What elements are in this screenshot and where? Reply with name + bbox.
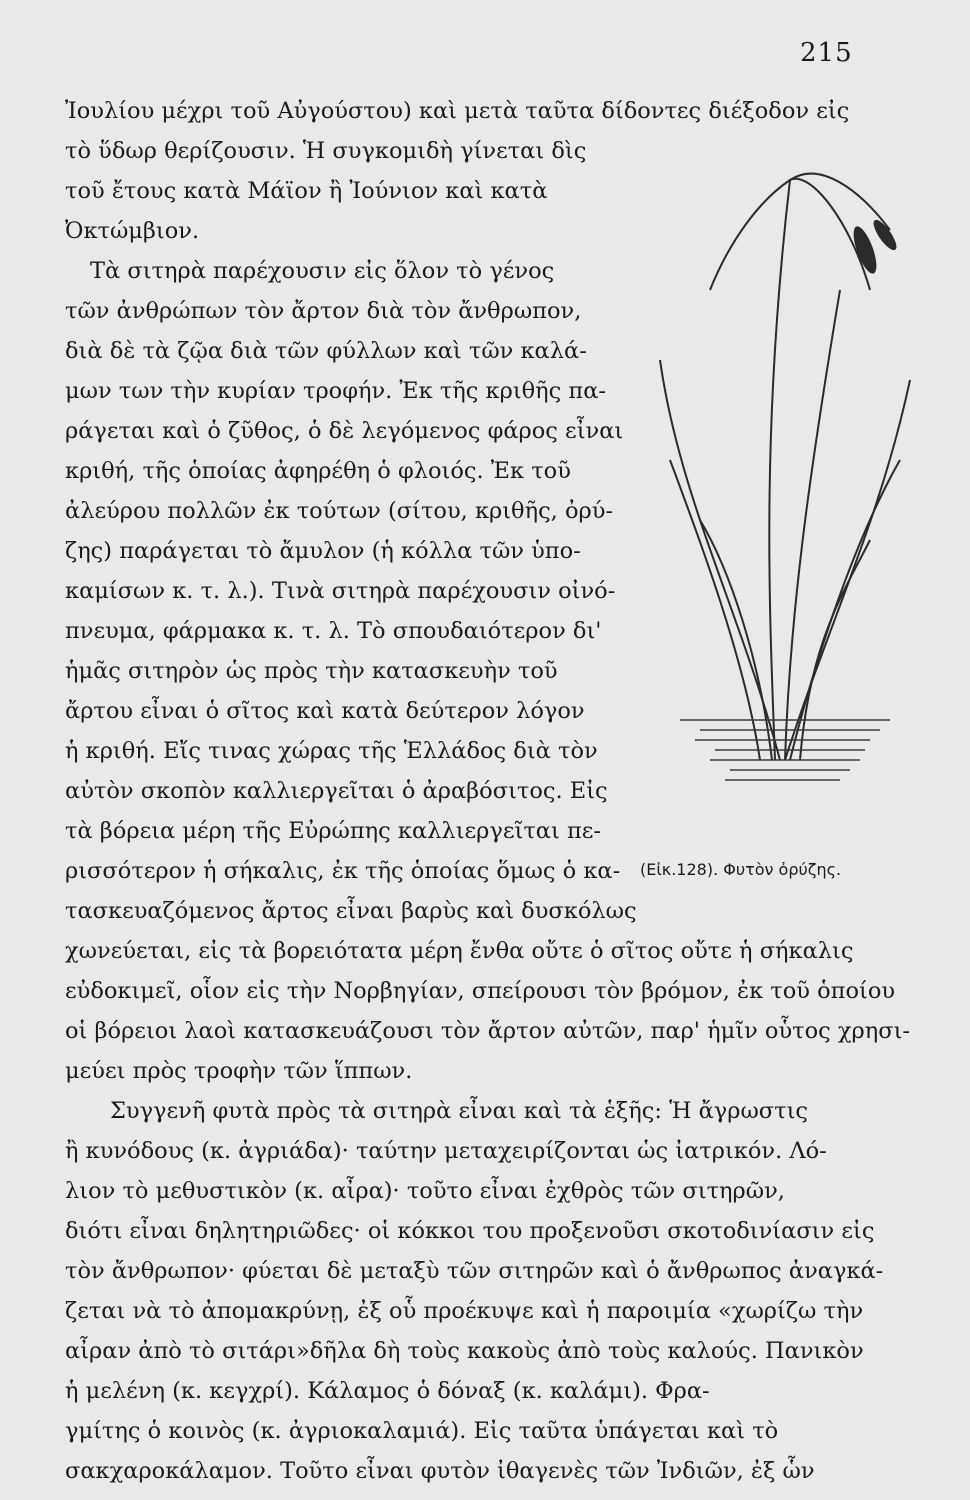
text-line: ἄρτου εἶναι ὁ σῖτος καὶ κατὰ δεύτερον λόγον bbox=[65, 698, 585, 724]
page-number: 215 bbox=[800, 38, 853, 68]
text-line: Ἰουλίου μέχρι τοῦ Αὐγούστου) καὶ μετὰ ταῦτα δίδοντες διέξοδον εἰς bbox=[65, 98, 850, 124]
text-line: ἀλεύρου πολλῶν ἐκ τούτων (σίτου, κριθῆς, ὀρύ- bbox=[65, 498, 614, 524]
text-line: εὐδοκιμεῖ, οἷον εἰς τὴν Νορβηγίαν, σπείρουσι τὸν βρόμον, ἐκ τοῦ ὁποίου bbox=[65, 978, 896, 1004]
text-line: ἢ κυνόδους (κ. ἀγριάδα)· ταύτην μεταχειρίζονται ὡς ἰατρικόν. Λό- bbox=[65, 1138, 827, 1164]
rice-plant-illustration bbox=[640, 140, 920, 840]
text-line: γμίτης ὁ κοινὸς (κ. ἀγριοκαλαμιά). Εἰς ταῦτα ὑπάγεται καὶ τὸ bbox=[65, 1418, 779, 1444]
text-line: χωνεύεται, εἰς τὰ βορειότατα μέρη ἔνθα οὔτε ὁ σῖτος οὔτε ἡ σήκαλις bbox=[65, 938, 854, 964]
text-line: τὰ βόρεια μέρη τῆς Εὐρώπης καλλιεργεῖται πε- bbox=[65, 818, 601, 844]
text-line: τὸ ὕδωρ θερίζουσιν. Ἡ συγκομιδὴ γίνεται δὶς bbox=[65, 138, 587, 164]
text-line: τὸν ἄνθρωπον· φύεται δὲ μεταξὺ τῶν σιτηρῶν καὶ ὁ ἄνθρωπος ἀναγκά- bbox=[65, 1258, 884, 1284]
text-line: καμίσων κ. τ. λ.). Τινὰ σιτηρὰ παρέχουσιν οἰνό- bbox=[65, 578, 616, 604]
text-line: πνευμα, φάρμακα κ. τ. λ. Τὸ σπουδαιότερον δι' bbox=[65, 618, 602, 644]
text-line: ζεται νὰ τὸ ἀπομακρύνῃ, ἐξ οὗ προέκυψε καὶ ἡ παροιμία «χωρίζω τὴν bbox=[65, 1298, 864, 1324]
text-line: αὐτὸν σκοπὸν καλλιεργεῖται ὁ ἀραβόσιτος. Εἰς bbox=[65, 778, 608, 804]
text-line: Τὰ σιτηρὰ παρέχουσιν εἰς ὅλον τὸ γένος bbox=[90, 258, 555, 284]
text-line: μεύει πρὸς τροφὴν τῶν ἵππων. bbox=[65, 1058, 413, 1084]
rice-plant-icon bbox=[640, 140, 920, 840]
text-line: τοῦ ἔτους κατὰ Μάϊον ἢ Ἰούνιον καὶ κατὰ bbox=[65, 178, 548, 204]
text-line: ἡ μελένη (κ. κεγχρί). Κάλαμος ὁ δόναξ (κ. καλάμι). Φρα- bbox=[65, 1378, 710, 1404]
text-line: αἶραν ἀπὸ τὸ σιτάρι»δῆλα δὴ τοὺς κακοὺς ἀπὸ τοὺς καλούς. Πανικὸν bbox=[65, 1338, 864, 1364]
text-line: μων των τὴν κυρίαν τροφήν. Ἐκ τῆς κριθῆς πα- bbox=[65, 378, 606, 404]
text-line: σακχαροκάλαμον. Τοῦτο εἶναι φυτὸν ἰθαγενὲς τῶν Ἰνδιῶν, ἐξ ὧν bbox=[65, 1458, 815, 1484]
text-line: διότι εἶναι δηλητηριῶδες· οἱ κόκκοι του προξενοῦσι σκοτοδινίασιν εἰς bbox=[65, 1218, 875, 1244]
text-line: τασκευαζόμενος ἄρτος εἶναι βαρὺς καὶ δυσκόλως bbox=[65, 898, 637, 924]
figure-caption: (Εἰκ.128). Φυτὸν ὀρύζης. bbox=[640, 860, 842, 879]
text-line: κριθή, τῆς ὁποίας ἀφηρέθη ὁ φλοιός. Ἐκ τοῦ bbox=[65, 458, 571, 484]
text-line: τῶν ἀνθρώπων τὸν ἄρτον διὰ τὸν ἄνθρωπον, bbox=[65, 298, 582, 324]
text-line: Συγγενῆ φυτὰ πρὸς τὰ σιτηρὰ εἶναι καὶ τὰ ἑξῆς: Ἡ ἄγρωστις bbox=[110, 1098, 809, 1124]
text-line: ἡ κριθή. Εἴς τινας χώρας τῆς Ἑλλάδος διὰ τὸν bbox=[65, 738, 598, 764]
text-line: λιον τὸ μεθυστικὸν (κ. αἶρα)· τοῦτο εἶναι ἐχθρὸς τῶν σιτηρῶν, bbox=[65, 1178, 785, 1204]
text-line: Ὀκτώμβιον. bbox=[65, 218, 200, 244]
text-line: διὰ δὲ τὰ ζῷα διὰ τῶν φύλλων καὶ τῶν καλά- bbox=[65, 338, 587, 364]
text-line: ἡμᾶς σιτηρὸν ὡς πρὸς τὴν κατασκευὴν τοῦ bbox=[65, 658, 558, 684]
text-line: οἱ βόρειοι λαοὶ κατασκευάζουσι τὸν ἄρτον αὐτῶν, παρ' ἡμῖν οὗτος χρησι- bbox=[65, 1018, 910, 1044]
text-line: ζης) παράγεται τὸ ἄμυλον (ἡ κόλλα τῶν ὑπο- bbox=[65, 538, 581, 564]
text-line: ρισσότερον ἡ σήκαλις, ἐκ τῆς ὁποίας ὅμως ὁ κα- bbox=[65, 858, 621, 884]
text-line: ράγεται καὶ ὁ ζῦθος, ὁ δὲ λεγόμενος φάρος εἶναι bbox=[65, 418, 624, 444]
